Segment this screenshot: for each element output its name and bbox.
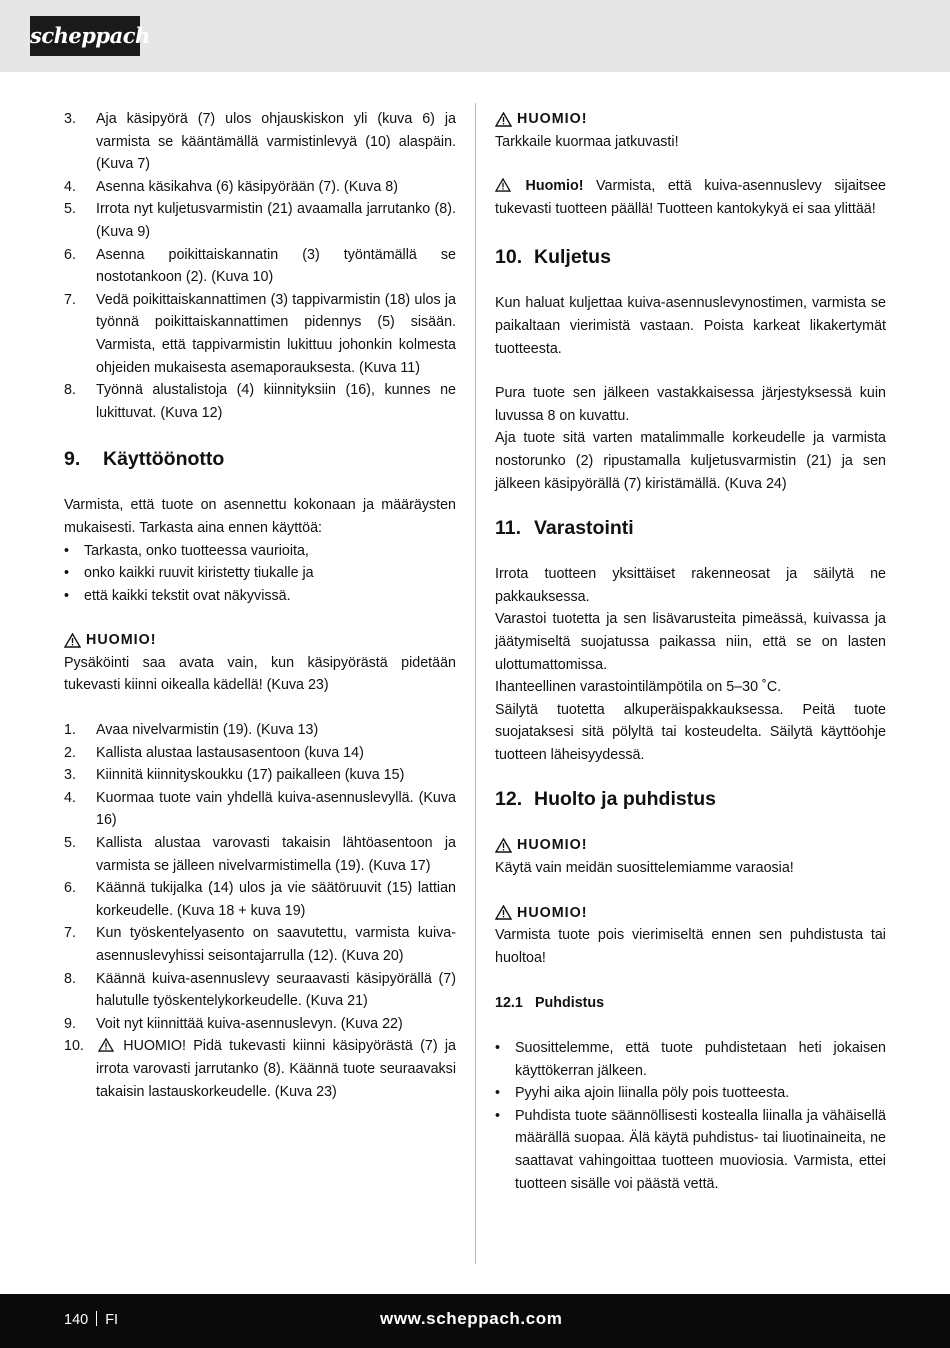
warning-text: Pysäköinti saa avata vain, kun käsipyörästä pidetään tukevasti kiinni oikealla kädellä! (Kuva 23)	[64, 654, 456, 694]
section-11-heading: 11. Varastointi	[495, 517, 634, 540]
list-item: 4. Kuormaa tuote vain yhdellä kuiva-asennuslevyllä. (Kuva 16)	[64, 789, 456, 829]
warning-triangle-icon	[64, 633, 81, 648]
list-item: 9. Voit nyt kiinnittää kuiva-asennuslevyn. (Kuva 22)	[64, 1015, 403, 1032]
left-column	[64, 108, 456, 1103]
list-item: 4. Asenna käsikahva (6) käsipyörään (7). (Kuva 8)	[64, 178, 398, 195]
warning-title: HUOMIO!	[64, 629, 456, 652]
footer-separator	[96, 1311, 97, 1326]
page-footer	[0, 1294, 950, 1348]
section-12-heading: 12. Huolto ja puhdistus	[495, 788, 716, 811]
website-url: www.scheppach.com	[380, 1309, 563, 1328]
list-item: • Suosittelemme, että tuote puhdistetaan heti jokaisen käyttökerran jälkeen.	[495, 1037, 886, 1082]
warning-title: HUOMIO!	[495, 902, 886, 925]
list-item: 1. Avaa nivelvarmistin (19). (Kuva 13)	[64, 722, 319, 739]
assembly-steps-list	[64, 108, 456, 424]
page-number: 140 FI	[64, 1312, 119, 1328]
list-item: • Tarkasta, onko tuotteessa vaurioita,	[64, 540, 456, 563]
list-item: 5. Kallista alustaa varovasti takaisin lähtöasentoon ja varmista se jälleen nivelvarmistimella (19). (Kuva 17)	[64, 835, 456, 874]
section-12-1-heading: 12.1 Puhdistus	[495, 995, 605, 1012]
paragraph: Ihanteellinen varastointilämpötila on 5–30 ˚C.	[495, 679, 782, 696]
list-item: • Pyyhi aika ajoin liinalla pöly pois tuotteesta.	[495, 1082, 886, 1105]
check-bullets	[64, 540, 456, 608]
warning-triangle-icon	[98, 1038, 114, 1052]
warning-text: Käytä vain meidän suosittelemiamme varaosia!	[495, 860, 794, 877]
warning-triangle-icon	[495, 838, 512, 853]
section-10-heading: 10. Kuljetus	[495, 246, 611, 269]
list-item: 5. Irrota nyt kuljetusvarmistin (21) avaamalla jarrutanko (8). (Kuva 9)	[64, 201, 456, 240]
paragraph: Varastoi tuotetta ja sen lisävarusteita pimeässä, kuivassa ja jäätymiseltä suojatussa paikassa niin, että se on lasten ulottumattomissa.	[495, 611, 886, 673]
paragraph: Säilytä tuotetta alkuperäispakkauksessa. Peitä tuote suojataksesi sitä pölyltä tai kosteudelta. Säilytä käyttöohje tuotteen läheisyydessä.	[495, 701, 886, 763]
warning-text: Tarkkaile kuormaa jatkuvasti!	[495, 133, 679, 150]
list-item: 3. Aja käsipyörä (7) ulos ohjauskiskon yli (kuva 6) ja varmista se kääntämällä varmistinlevyä (10) alaspäin. (Kuva 7)	[64, 111, 456, 173]
list-item: 2. Kallista alustaa lastausasentoon (kuva 14)	[64, 744, 364, 761]
section-9-intro: Varmista, että tuote on asennettu kokonaan ja määräysten mukaisesti. Tarkasta aina ennen käyttöä:	[64, 497, 456, 536]
list-item: 7. Kun työskentelyasento on saavutettu, varmista kuiva-asennuslevyhissi seisontajarrulla (12). (Kuva 20)	[64, 925, 456, 964]
list-item: 10. HUOMIO! Pidä tukevasti kiinni käsipyörästä (7) ja irrota varovasti jarrutanko (8). Käännä tuote seuraavaksi takaisin lastauskorkeudelle. (Kuva 23)	[64, 1038, 456, 1100]
list-item: • Puhdista tuote säännöllisesti kostealla liinalla ja vähäisellä määrällä suopaa. Älä käytä puhdistus- tai liuotinaineita, ne saattavat vahingoittaa tuotteen muoviosia. Varmista, ettei tuotteen sisälle voi päästä vettä.	[495, 1105, 886, 1195]
list-item: 6. Asenna poikittaiskannatin (3) työntämällä se nostotankoon (2). (Kuva 10)	[64, 246, 456, 286]
warning-paragraph: Huomio! Varmista, että kuiva-asennuslevy sijaitsee tukevasti tuotteen päällä! Tuotteen kantokykyä ei saa ylittää!	[495, 178, 886, 217]
list-item: • että kaikki tekstit ovat näkyvissä.	[64, 585, 456, 608]
paragraph: Aja tuote sitä varten matalimmalle korkeudelle ja varmista nostorunko (2) ripustamalla kuljetusvarmistin (21) ja sen jälkeen käsipyörällä (7) kiristämällä. (Kuva 24)	[495, 430, 886, 492]
warning-title: HUOMIO!	[495, 108, 886, 131]
list-item: • onko kaikki ruuvit kiristetty tiukalle ja	[64, 562, 456, 585]
scheppach-logo: scheppach	[30, 16, 140, 56]
warning-title: HUOMIO!	[495, 834, 886, 857]
page-header	[0, 0, 950, 72]
paragraph: Kun haluat kuljettaa kuiva-asennuslevynostimen, varmista se paikaltaan vierimistä vastaan. Poista karkeat likakertymät tuotteesta.	[495, 295, 886, 357]
list-item: 8. Työnnä alustalistoja (4) kiinnityksiin (16), kunnes ne lukittuvat. (Kuva 12)	[64, 382, 456, 421]
warning-triangle-icon	[495, 178, 511, 192]
right-column	[495, 108, 886, 1195]
warning-triangle-icon	[495, 905, 512, 920]
section-9-heading: 9. Käyttöönotto	[64, 448, 225, 471]
list-item: 7. Vedä poikittaiskannattimen (3) tappivarmistin (18) ulos ja työnnä poikittaiskannattimen pidennys (5) sisään. Varmista, että tappivarmistin lukittuu johonkin kolmesta ohjeiden mukaisesta asemaporauksesta. (Kuva 11)	[64, 291, 456, 376]
warning-text: Varmista tuote pois vierimiseltä ennen sen puhdistusta tai huoltoa!	[495, 927, 886, 966]
list-item: 6. Käännä tukijalka (14) ulos ja vie säätöruuvit (15) lattian korkeudelle. (Kuva 18 + kuva 19)	[64, 880, 456, 919]
column-divider	[475, 103, 476, 1264]
warning-triangle-icon	[495, 112, 512, 127]
paragraph: Irrota tuotteen yksittäiset rakenneosat ja säilytä ne pakkauksessa.	[495, 566, 886, 605]
cleaning-bullets	[495, 1037, 886, 1195]
paragraph: Pura tuote sen jälkeen vastakkaisessa järjestyksessä kuin luvussa 8 on kuvattu.	[495, 385, 886, 424]
usage-steps-list	[64, 719, 456, 1103]
list-item: 8. Käännä kuiva-asennuslevy seuraavasti käsipyörällä (7) halutulle työskentelykorkeudelle. (Kuva 21)	[64, 970, 456, 1010]
list-item: 3. Kiinnitä kiinnityskoukku (17) paikalleen (kuva 15)	[64, 767, 405, 784]
